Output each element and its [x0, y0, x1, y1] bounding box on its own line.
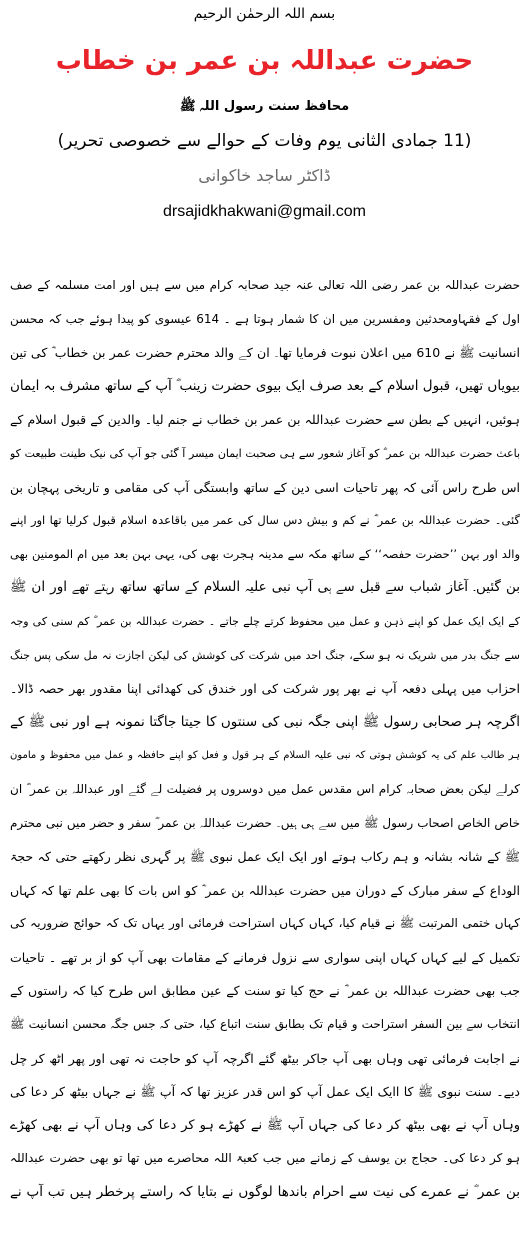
body-line: بن عمر ؓ نے عمرے کی نیت سے احرام باندھا لوگوں نے بتایا کہ راستے پرخطر ہیں تب آپ نے [10, 1184, 520, 1201]
body-line: اگرچہ ہر صحابی رسول ﷺ اپنی جگہ نبی کی سنتوں کا جیتا جاگتا نمونہ ہے اور نبی ﷺ کے [10, 713, 520, 730]
bismillah: بسم اللہ الرحمٰن الرحیم [193, 6, 336, 22]
body-line: نے اجابت فرمائی تھی وہاں بھی آپ جاکر بیٹھ گئے اگرچہ آپ کو حاجت نہ تھی اور پھر اٹھ کر چل [10, 1050, 520, 1066]
article-subtitle: محافظ سنت رسول اللہ ﷺ [179, 99, 350, 114]
body-line: تکمیل کے لیے کہاں کہاں اپنی سواری سے نزول فرمانے کے مقامات بھی آپ کو از بر تھے ۔ تاحیات [10, 949, 520, 965]
body-line: اول کے فقہاومحدثین ومفسرین میں ان کا شمار ہوتا ہے ۔ 614 عیسوی کو پیدا ہوئے جب کہ محسن [10, 311, 520, 326]
body-line: وہاں آپ نے بھی بیٹھ کر دعا کی جہاں آپ ﷺ نے کھڑے ہو کر دعا کی وہاں آپ نے بھی کھڑے [10, 1117, 520, 1133]
occasion-note: (11 جمادی الثانی یوم وفات کے حوالے سے خصوصی تحریر) [57, 131, 472, 151]
body-line: ہو کر دعا کی۔ حجاج بن یوسف کے زمانے میں جب کعبۃ اللہ محاصرے میں تھا تو بھی حضرت عبداللہ [10, 1151, 520, 1166]
body-line: کہاں ختمی المرتبت ﷺ نے قیام کیا، کہاں کہاں استراحت فرمائی اور یہاں تک کہ حوائج ضروریہ کی [10, 916, 520, 931]
body-line: جب بھی حضرت عبداللہ بن عمر ؓ نے حج کیا تو سنت کے عین مطابق اس طرح کیا کہ راستوں کے [10, 983, 520, 999]
author-email: drsajidkhakwani@gmail.com [163, 203, 366, 220]
article-title: حضرت عبداللہ بن عمر بن خطاب [55, 46, 474, 76]
body-line: ہوئیں، انہیں کے بطن سے حضرت عبداللہ بن عمر بن خطاب نے جنم لیا۔ والدین کے قبول اسلام کے [10, 412, 520, 428]
body-line: اس طرح راس آئی کہ پھر تاحیات اسی دین کے ساتھ وابستگی آپ کی مقامی و تاریخی پہچان بن [10, 479, 520, 495]
body-line: کرلے لیکن بعض صحابہ کرام اس مقدس عمل میں دوسروں پر فضیلت لے گئے اور عبداللہ بن عمر ؓ ان [10, 781, 520, 796]
body-line: احزاب میں پہلی دفعہ آپ نے بھر پور شرکت کی اور خندق کی کھدائی اپنا مقدور بھر حصہ ڈالا۔ [10, 681, 520, 697]
body-line: انتخاب سے بین السفر استراحت و قیام تک بطابق سنت اتباع کیا، حتی کہ جس جگہ محسن انسانیت ﷺ [10, 1017, 520, 1032]
body-line: والد اور بہن ’’حضرت حفصہ‘‘ کے ساتھ مکہ سے مدینہ ہجرت بھی کی، یہی بہن بعد میں ام المومنین بھی [10, 546, 520, 561]
body-line: ﷺ کے شانہ بشانہ و ہم رکاب ہوتے اور ایک ایک عمل نبوی ﷺ پر گہری نظر رکھتے حتی کہ حجۃ [10, 849, 520, 865]
author-name: ڈاکٹر ساجد خاکوانی [198, 166, 331, 185]
body-line: کے ایک ایک عمل کو اپنے ذہن و عمل میں محفوظ کرتے چلے جاتے ۔ حضرت عبداللہ بن عمر ؓ کم سنی کی وجہ [10, 614, 520, 628]
body-line: حضرت عبداللہ بن عمر رضی اللہ تعالی عنہ جید صحابہ کرام میں سے ہیں اور امت مسلمہ کے صف [10, 278, 520, 292]
body-line: بیویاں تھیں، قبول اسلام کے بعد صرف ایک بیوی حضرت زینب ؓ آپ کے ساتھ مشرف بہ ایمان [10, 377, 520, 394]
body-line: گئی۔ حضرت عبداللہ بن عمر ؓ نے کم و بیش دس سال کی عمر میں باقاعدہ اسلام قبول کرلیا تھا اور اپنے [10, 513, 520, 528]
body-line: بن گئیں۔ آغاز شباب سے قبل سے ہی آپ نبی علیہ السلام کے ساتھ ساتھ رہتے تھے اور ان ﷺ [10, 579, 520, 596]
body-line: ہر طالب علم کی یہ کوشش ہوتی کہ نبی علیہ السلام کے ہر قول و فعل کو اپنے حافظہ و عمل میں محفوظ و مامون [10, 750, 520, 762]
body-line: خاص الخاص اصحاب رسول ﷺ میں سے ہی ہیں۔ حضرت عبداللہ بن عمر ؓ سفر و حضر میں نبی محترم [10, 815, 520, 830]
body-line: باعث حضرت عبداللہ بن عمر ؓ کو آغاز شعور سے ہی صحبت ایمان میسر آ گئی جو آپ کی نیک طینت طبیعت کو [10, 446, 520, 460]
body-line: الوداع کے سفر مبارک کے دوران میں حضرت عبداللہ بن عمر ؓ کو اس بات کا بھی علم تھا کہ کہاں [10, 882, 520, 898]
body-line: سے جنگ بدر میں شریک نہ ہو سکے، جنگ احد میں شرکت کی کوشش کی لیکن اجازت نہ مل سکی پس جنگ [10, 648, 520, 662]
body-line: دیے۔ سنت نبوی ﷺ کا اایک ایک عمل آپ کو اس قدر عزیز تھا کہ آپ ﷺ نے جہاں بیٹھ کر دعا کی [10, 1084, 520, 1100]
body-line: انسانیت ﷺ نے 610 میں اعلان نبوت فرمایا تھا۔ ان کے والد محترم حضرت عمر بن خطاب ؓ کی تین [10, 345, 520, 361]
article-body [10, 269, 520, 1210]
